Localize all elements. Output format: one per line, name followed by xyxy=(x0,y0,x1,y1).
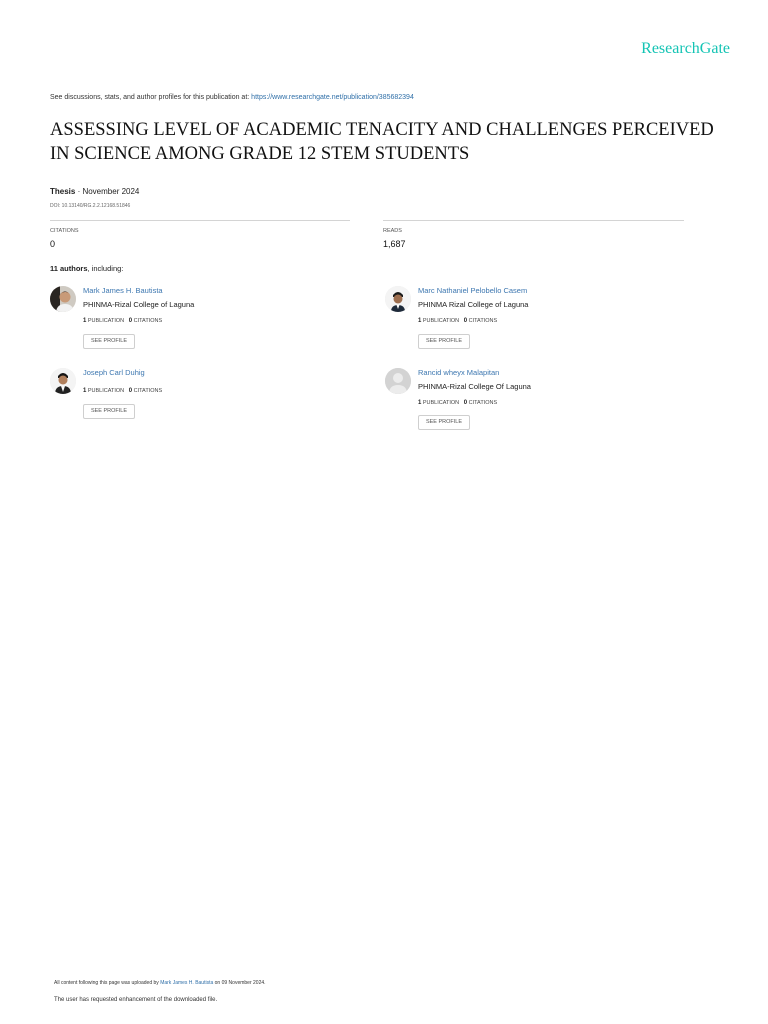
author-institution: PHINMA-Rizal College of Laguna xyxy=(83,300,195,309)
publications-label: PUBLICATION xyxy=(87,318,125,324)
uploader-link[interactable]: Mark James H. Bautista xyxy=(160,980,214,986)
citations-label: CITATIONS xyxy=(133,318,163,324)
author-institution: PHINMA Rizal College of Laguna xyxy=(418,300,529,309)
upload-note xyxy=(54,980,266,986)
publication-date: · November 2024 xyxy=(75,187,140,196)
author-name-link[interactable]: Joseph Carl Duhig xyxy=(83,368,145,377)
author-card xyxy=(385,286,685,356)
divider-citations xyxy=(50,220,350,221)
author-avatar[interactable] xyxy=(50,286,76,312)
default-avatar-icon xyxy=(385,368,411,394)
authors-count: 11 authors xyxy=(50,264,88,273)
author-card xyxy=(50,286,350,356)
discussion-intro xyxy=(50,94,414,101)
author-avatar[interactable] xyxy=(50,368,76,394)
author-name-link[interactable]: Rancid wheyx Malapitan xyxy=(418,368,500,377)
author-stats xyxy=(83,318,162,324)
author-name-link[interactable]: Mark James H. Bautista xyxy=(83,286,163,295)
author-card xyxy=(50,368,350,424)
see-profile-button[interactable]: SEE PROFILE xyxy=(418,415,470,430)
author-avatar[interactable] xyxy=(385,286,411,312)
publications-label: PUBLICATION xyxy=(422,400,460,406)
person-photo-icon xyxy=(385,286,411,312)
citations-count: 0 xyxy=(128,318,133,324)
citations-label: CITATIONS xyxy=(50,228,79,234)
publications-label: PUBLICATION xyxy=(87,388,125,394)
citations-label: CITATIONS xyxy=(133,388,163,394)
upload-prefix: All content following this page was uploaded by xyxy=(54,980,161,986)
person-photo-icon xyxy=(50,368,76,394)
author-stats xyxy=(83,388,162,394)
author-institution: PHINMA-Rizal College Of Laguna xyxy=(418,382,531,391)
publications-count: 1 xyxy=(418,400,422,406)
author-avatar[interactable] xyxy=(385,368,411,394)
author-name-link[interactable]: Marc Nathaniel Pelobello Casem xyxy=(418,286,528,295)
publication-title: ASSESSING LEVEL OF ACADEMIC TENACITY AND CHALLENGES PERCEIVED IN SCIENCE AMONG GRADE 12 STEM STUDENTS xyxy=(50,120,714,164)
citations-count: 0 xyxy=(463,400,468,406)
citations-label: CITATIONS xyxy=(468,400,498,406)
reads-label: READS xyxy=(383,228,402,234)
publications-count: 1 xyxy=(83,318,87,324)
see-profile-button[interactable]: SEE PROFILE xyxy=(83,334,135,349)
authors-summary xyxy=(50,264,123,273)
enhancement-note: The user has requested enhancement of the downloaded file. xyxy=(54,997,218,1003)
see-profile-button[interactable]: SEE PROFILE xyxy=(418,334,470,349)
author-stats xyxy=(418,318,497,324)
publications-count: 1 xyxy=(83,388,87,394)
intro-text: See discussions, stats, and author profiles for this publication at: xyxy=(50,94,252,101)
divider-reads xyxy=(383,220,684,221)
author-card xyxy=(385,368,685,434)
publication-url-link[interactable]: https://www.researchgate.net/publication/385682394 xyxy=(251,94,414,101)
publications-count: 1 xyxy=(418,318,422,324)
publication-doi: DOI: 10.13140/RG.2.2.12168.51846 xyxy=(50,203,131,209)
upload-suffix: on 09 November 2024. xyxy=(213,980,266,986)
citations-value: 0 xyxy=(50,239,56,249)
see-profile-button[interactable]: SEE PROFILE xyxy=(83,404,135,419)
authors-including: , including: xyxy=(87,264,124,273)
citations-count: 0 xyxy=(128,388,133,394)
researchgate-logo[interactable]: ResearchGate xyxy=(641,40,730,57)
publication-meta xyxy=(50,187,139,196)
citations-count: 0 xyxy=(463,318,468,324)
reads-value: 1,687 xyxy=(383,239,406,249)
citations-label: CITATIONS xyxy=(468,318,498,324)
author-stats xyxy=(418,400,497,406)
publication-type: Thesis xyxy=(50,187,76,196)
publications-label: PUBLICATION xyxy=(422,318,460,324)
person-photo-icon xyxy=(50,286,76,312)
